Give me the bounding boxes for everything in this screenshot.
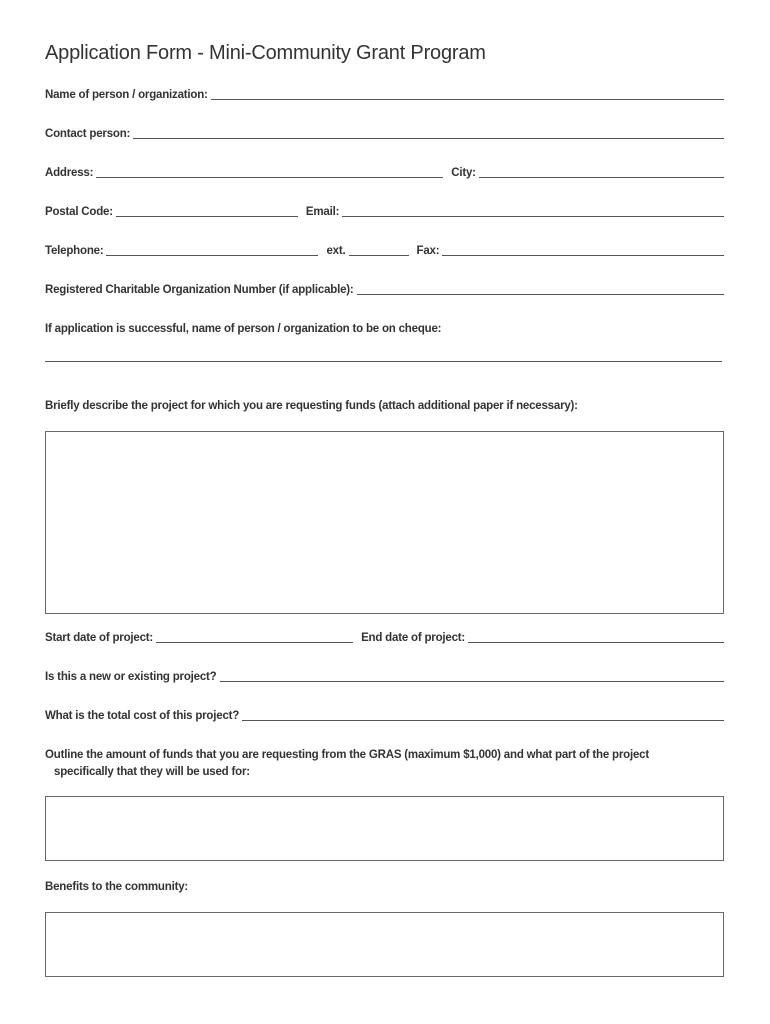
end-date-field[interactable] bbox=[468, 631, 724, 643]
address-label: Address: bbox=[45, 167, 94, 179]
new-existing-field[interactable] bbox=[220, 670, 725, 682]
telephone-label: Telephone: bbox=[45, 245, 104, 257]
fax-field[interactable] bbox=[442, 244, 724, 256]
address-row bbox=[45, 166, 724, 179]
charitable-number-field[interactable] bbox=[357, 283, 724, 295]
benefits-box[interactable] bbox=[45, 912, 724, 977]
city-label: City: bbox=[451, 167, 476, 179]
contact-row bbox=[45, 127, 724, 140]
fax-label: Fax: bbox=[416, 245, 440, 257]
outline-funds-label-line1: Outline the amount of funds that you are requesting from the GRAS (maximum $1,000) and what part of the project bbox=[45, 749, 649, 761]
cheque-name-field[interactable] bbox=[45, 361, 722, 362]
cheque-label: If application is successful, name of person / organization to be on cheque: bbox=[45, 323, 442, 335]
benefits-label: Benefits to the community: bbox=[45, 881, 189, 893]
dates-row bbox=[45, 631, 724, 644]
outline-funds-label-line2: specifically that they will be used for: bbox=[54, 766, 250, 778]
contact-label: Contact person: bbox=[45, 128, 131, 140]
postal-code-label: Postal Code: bbox=[45, 206, 113, 218]
name-field[interactable] bbox=[211, 88, 724, 100]
page-title: Application Form - Mini-Community Grant Program bbox=[45, 42, 486, 64]
email-field[interactable] bbox=[342, 205, 724, 217]
postal-code-field[interactable] bbox=[116, 205, 298, 217]
new-existing-row bbox=[45, 670, 724, 683]
address-field[interactable] bbox=[96, 166, 443, 178]
new-existing-label: Is this a new or existing project? bbox=[45, 671, 217, 683]
funds-outline-box[interactable] bbox=[45, 796, 724, 861]
total-cost-row bbox=[45, 709, 724, 722]
project-description-box[interactable] bbox=[45, 431, 724, 614]
phone-row bbox=[45, 244, 724, 257]
postal-email-row bbox=[45, 205, 724, 218]
total-cost-label: What is the total cost of this project? bbox=[45, 710, 240, 722]
ext-field[interactable] bbox=[349, 244, 409, 256]
charitable-row bbox=[45, 283, 724, 296]
name-row bbox=[45, 88, 724, 101]
email-label: Email: bbox=[305, 206, 340, 218]
city-field[interactable] bbox=[479, 166, 724, 178]
start-date-field[interactable] bbox=[156, 631, 353, 643]
outline-funds-label bbox=[45, 747, 725, 781]
describe-label: Briefly describe the project for which you are requesting funds (attach additional paper if necessary): bbox=[45, 400, 578, 412]
telephone-field[interactable] bbox=[106, 244, 318, 256]
start-date-label: Start date of project: bbox=[45, 632, 154, 644]
total-cost-field[interactable] bbox=[242, 709, 724, 721]
contact-field[interactable] bbox=[133, 127, 724, 139]
charitable-number-label: Registered Charitable Organization Number (if applicable): bbox=[45, 284, 354, 296]
ext-label: ext. bbox=[326, 245, 346, 257]
name-label: Name of person / organization: bbox=[45, 89, 208, 101]
end-date-label: End date of project: bbox=[361, 632, 466, 644]
